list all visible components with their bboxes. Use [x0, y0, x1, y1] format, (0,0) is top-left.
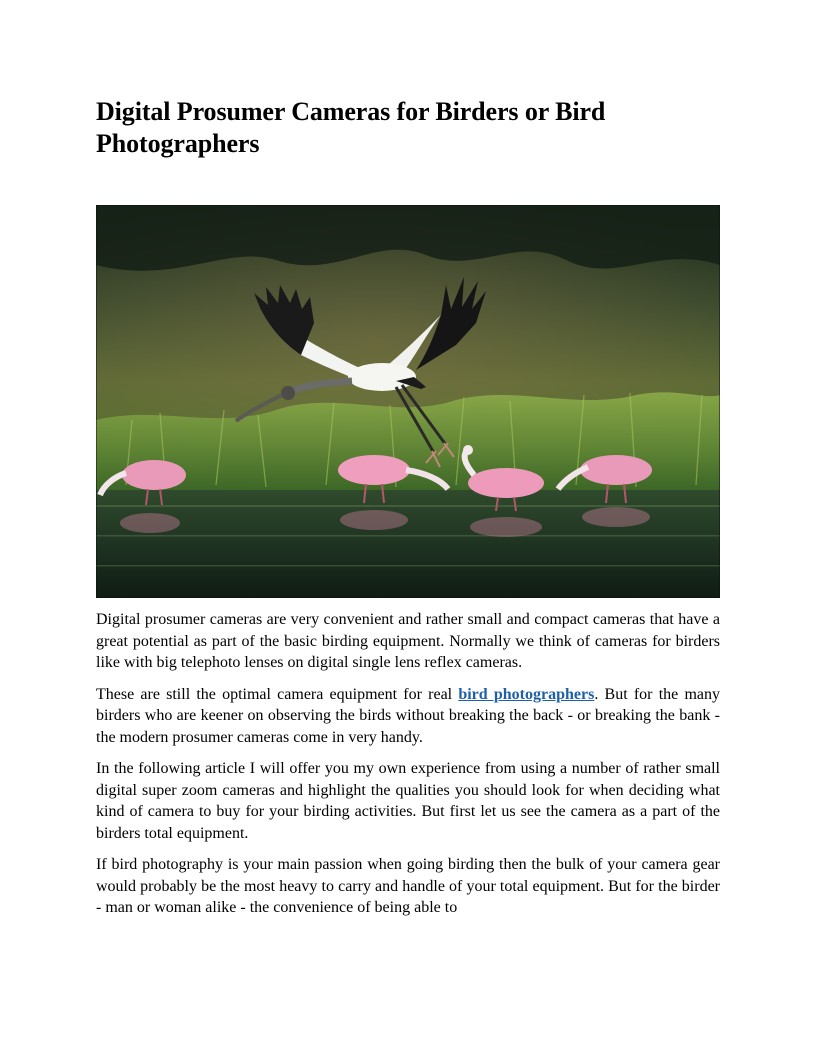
paragraph-2-text-before: These are still the optimal camera equipment for real — [96, 685, 459, 703]
document-title: Digital Prosumer Cameras for Birders or Bird Photographers — [96, 97, 606, 158]
paragraph-1: Digital prosumer cameras are very convenient and rather small and compact cameras that have a great potential as part of the basic birding equipment. Normally we think of cameras for birders like with big telephoto lenses on digital single lens reflex cameras. — [96, 611, 720, 671]
paragraph-4: If bird photography is your main passion when going birding then the bulk of your camera gear would probably be the most heavy to carry and handle of your total equipment. But for the birder - man or woman alike - the convenience of being able to — [96, 856, 720, 916]
document-page — [96, 96, 720, 929]
bird-photographers-link[interactable]: bird photographers — [458, 685, 595, 703]
paragraph-3: In the following article I will offer you my own experience from using a number of rather small digital super zoom cameras and highlight the qualities you should look for when deciding what kind of camera to buy for your birding activities. But first let us see the camera as a part of the birders total equipment. — [96, 760, 720, 842]
article-body — [96, 609, 720, 919]
paragraph-2-text-after: . But for the many birders who are keener on observing the birds without breaking the back - or breaking the bank - the modern prosumer cameras come in very handy. — [96, 685, 720, 746]
paragraph-2 — [96, 684, 720, 749]
wood-stork-and-spoonbills-photo — [96, 205, 720, 598]
